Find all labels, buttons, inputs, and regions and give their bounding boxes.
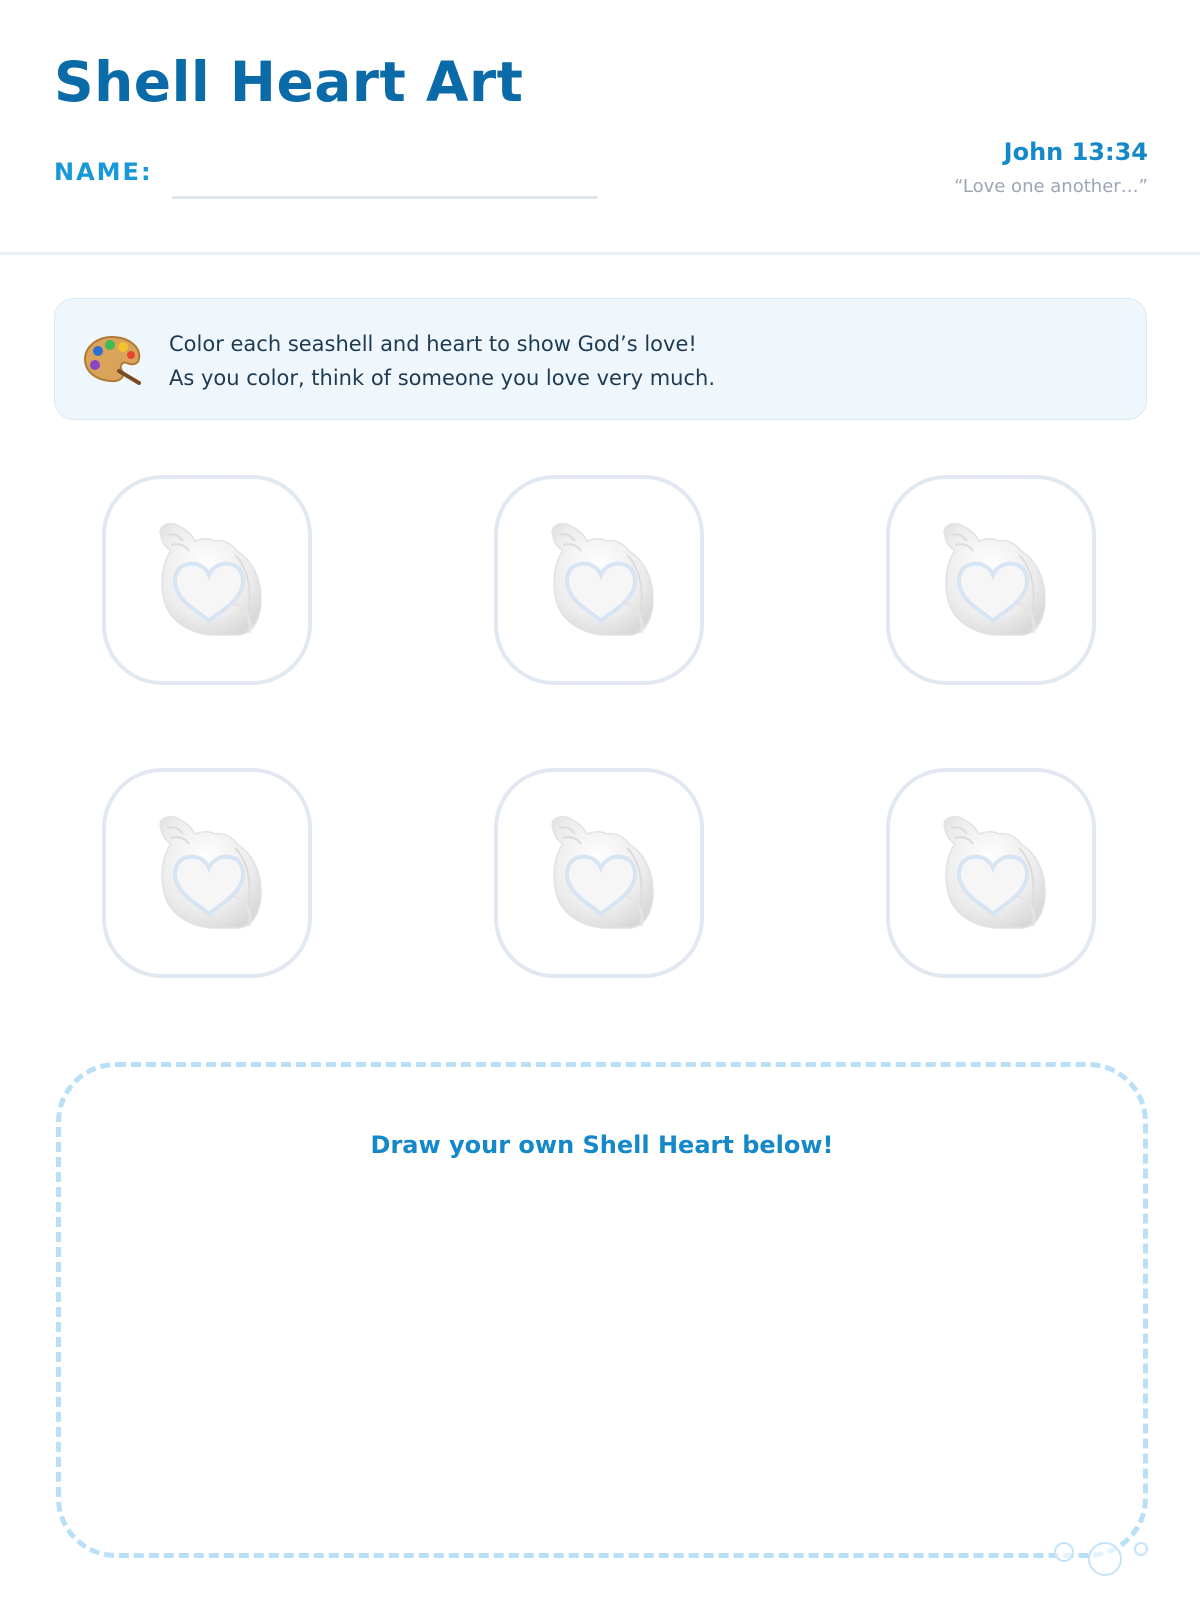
bubble-decoration: [1054, 1542, 1074, 1562]
artist-palette-icon: [81, 333, 143, 385]
draw-area[interactable]: [56, 1062, 1148, 1558]
seashell-heart-icon: [149, 519, 273, 643]
shell-heart-card-3[interactable]: [886, 475, 1096, 685]
seashell-heart-icon: [933, 812, 1057, 936]
shell-heart-card-1[interactable]: [102, 475, 312, 685]
bubble-decoration: [1088, 1542, 1122, 1576]
draw-area-title: Draw your own Shell Heart below!: [370, 1131, 834, 1159]
seashell-heart-icon: [541, 812, 665, 936]
page-title: Shell Heart Art: [54, 50, 524, 114]
seashell-heart-icon: [933, 519, 1057, 643]
shell-heart-card-6[interactable]: [886, 768, 1096, 978]
bubble-decoration: [1134, 1542, 1148, 1556]
shell-heart-card-2[interactable]: [494, 475, 704, 685]
verse-text: “Love one another…”: [954, 176, 1148, 197]
instruction-line-1: Color each seashell and heart to show God’s love!: [169, 332, 697, 356]
shell-heart-card-5[interactable]: [494, 768, 704, 978]
name-field[interactable]: [172, 196, 598, 199]
instructions-box: [54, 298, 1147, 420]
verse-reference: John 13:34: [1003, 138, 1148, 166]
instruction-line-2: As you color, think of someone you love very much.: [169, 366, 716, 390]
name-label: NAME:: [54, 158, 153, 186]
page-header: [0, 0, 1200, 255]
shell-heart-card-4[interactable]: [102, 768, 312, 978]
seashell-heart-icon: [149, 812, 273, 936]
seashell-heart-icon: [541, 519, 665, 643]
